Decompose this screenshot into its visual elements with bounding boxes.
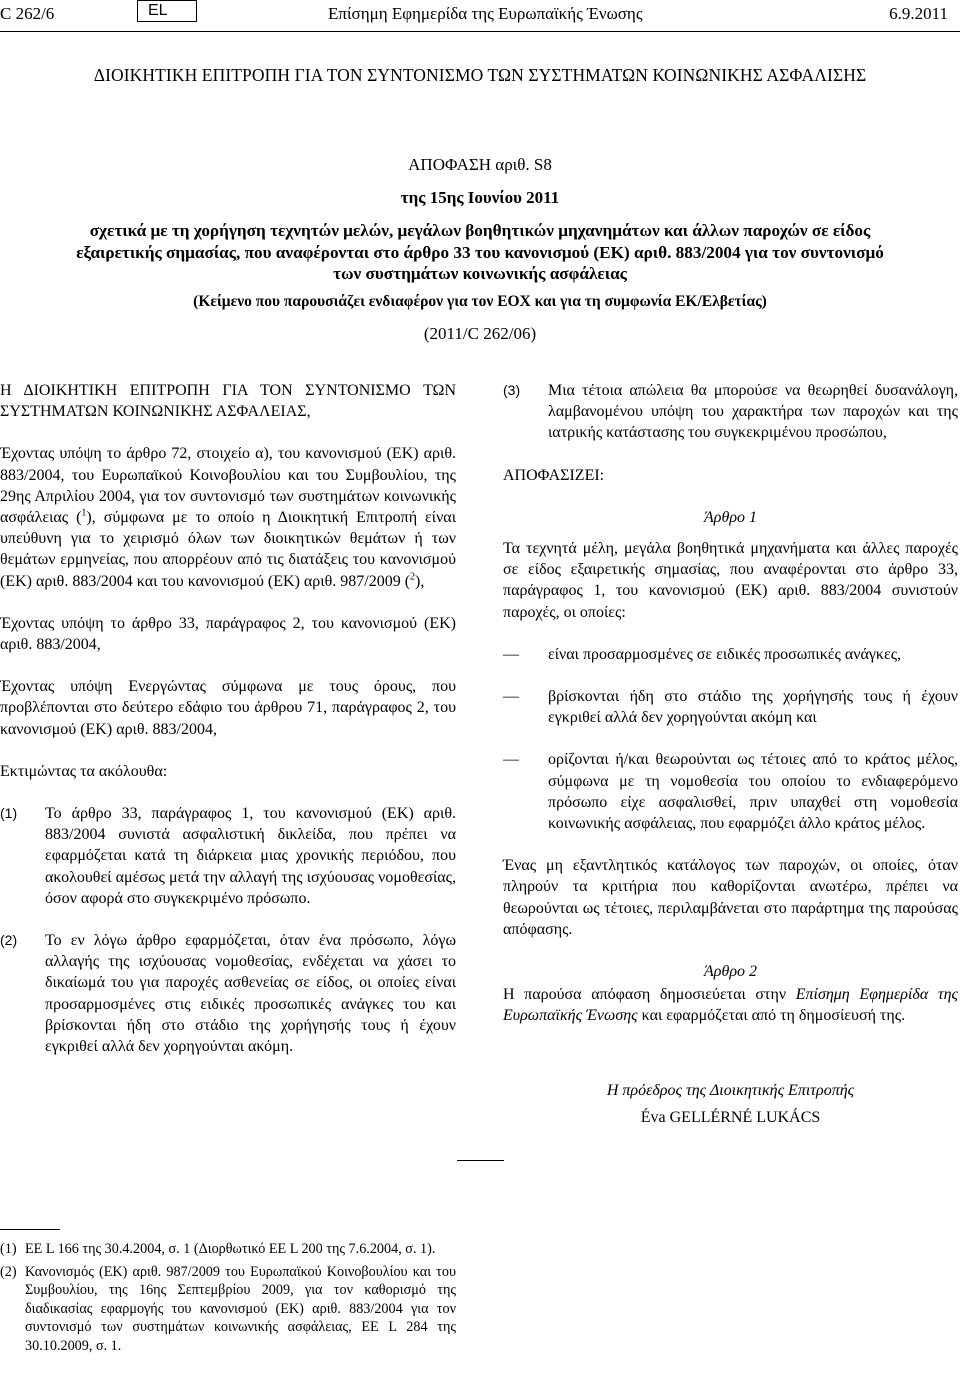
footnote-ref-1[interactable]: 1	[81, 507, 87, 519]
recital-2	[0, 930, 456, 1057]
article-2-text	[503, 984, 958, 1026]
footnote-number: (1)	[0, 1241, 17, 1257]
header-rule	[0, 31, 960, 32]
right-column	[503, 380, 958, 1128]
footnote-text: ΕΕ L 166 της 30.4.2004, σ. 1 (Διορθωτικό ΕΕ L 200 της 7.6.2004, σ. 1).	[25, 1241, 436, 1257]
dash-item-3	[503, 749, 958, 834]
recital-text: Μια τέτοια απώλεια θα μπορούσε να θεωρηθεί δυσανάλογη, λαμβανομένου υπόψη του χαρακτήρα των παροχών και της ιατρικής κατάστασης του συγκεκριμένου προσώπου,	[548, 382, 958, 442]
dash-item-2	[503, 686, 958, 728]
article-2-text-b: και εφαρμόζεται από τη δημοσίευσή της.	[637, 1007, 906, 1025]
citation-1	[0, 443, 456, 591]
article-2-title: Άρθρο 2	[704, 963, 757, 981]
language-badge: EL	[137, 0, 197, 22]
footnote-ref-2[interactable]: 2	[410, 571, 416, 583]
decides-heading: ΑΠΟΦΑΣΙΖΕΙ:	[503, 466, 605, 484]
signatory-title: Η πρόεδρος της Διοικητικής Επιτροπής	[606, 1081, 855, 1099]
citation-1-text-c: ),	[415, 572, 425, 590]
article-2-text-a: Η παρούσα απόφαση δημοσιεύεται στην	[503, 986, 796, 1004]
footnote-rule	[0, 1229, 60, 1230]
dash-item-1	[503, 644, 958, 665]
decision-date: της 15ης Ιουνίου 2011	[400, 188, 560, 207]
section-title: ΔΙΟΙΚΗΤΙΚΗ ΕΠΙΤΡΟΠΗ ΓΙΑ ΤΟΝ ΣΥΝΤΟΝΙΣΜΟ ΤΩΝ ΣΥΣΤΗΜΑΤΩΝ ΚΟΙΝΩΝΙΚΗΣ ΑΣΦΑΛΙΣΗΣ	[93, 65, 867, 85]
recital-number: (3)	[503, 382, 521, 398]
citation-3: Έχοντας υπόψη Ενεργώντας σύμφωνα με τους όρους, που προβλέπονται στο δεύτερο εδάφιο του άρθρου 71, παράγραφος 2, του κανονισμού (ΕΚ) αριθ. 883/2004,	[0, 678, 456, 738]
dash-mark: —	[503, 751, 519, 769]
recital-number: (2)	[0, 932, 18, 949]
citation-1-text-a: Έχοντας υπόψη το άρθρο 72, στοιχείο α), του κανονισμού (ΕΚ) αριθ. 883/2004, του Ευρωπαϊκού Κοινοβουλίου και του Συμβουλίου, της 29ης Απριλίου 2004, για τον συντονισμό των συστημάτων κοινωνικής ασφάλειας (	[0, 445, 456, 527]
article-1-title: Άρθρο 1	[704, 508, 757, 526]
preamble-intro: Η ΔΙΟΙΚΗΤΙΚΗ ΕΠΙΤΡΟΠΗ ΓΙΑ ΤΟΝ ΣΥΝΤΟΝΙΣΜΟ ΤΩΝ ΣΥΣΤΗΜΑΤΩΝ ΚΟΙΝΩΝΙΚΗΣ ΑΣΦΑΛΕΙΑΣ,	[0, 382, 456, 421]
whereas-heading: Εκτιμώντας τα ακόλουθα:	[0, 762, 168, 780]
footnote-text: Κανονισμός (ΕΚ) αριθ. 987/2009 του Ευρωπαϊκού Κοινοβουλίου και του Συμβουλίου, της 16ης Σεπτεμβρίου 2009, για τον καθορισμό της διαδικασίας εφαρμογής του κανονισμού (ΕΚ) αριθ. 883/2004 για τον συντονισμό των συστημάτων κοινωνικής ασφάλειας, ΕΕ L 284 της 30.10.2009, σ. 1.	[25, 1263, 456, 1354]
eea-relevance-note: (Κείμενο που παρουσιάζει ενδιαφέρον για τον ΕΟΧ και για τη συμφωνία ΕΚ/Ελβετίας)	[193, 293, 767, 310]
recital-number: (1)	[0, 805, 18, 822]
publication-date: 6.9.2011	[889, 4, 948, 23]
dash-mark: —	[503, 688, 519, 706]
article-1-text: Τα τεχνητά μέλη, μεγάλα βοηθητικά μηχανήματα και άλλες παροχές σε είδος εξαιρετικής σημασίας, που αναφέρονται στο άρθρο 33, παράγραφος 1, του κανονισμού (ΕΚ) αριθ. 883/2004 συνιστούν παροχές, οι οποίες:	[503, 540, 958, 621]
end-rule	[457, 1160, 504, 1161]
dash-mark: —	[503, 645, 519, 663]
recital-text: Το εν λόγω άρθρο εφαρμόζεται, όταν ένα πρόσωπο, λόγω αλλαγής της ισχύουσας νομοθεσίας, ενδέχεται να χάσει το δικαίωμά του για παροχές ασθενείας σε είδος, οι οποίες είναι προσαρμοσμένες στις ειδικές προσωπικές ανάγκες του και βρίσκονται ήδη στο στάδιο της χορήγησής τους ή έχουν εγκριθεί αλλά δεν χορηγούνται ακόμη.	[45, 932, 456, 1056]
citation-1-text-b: ), σύμφωνα με το οποίο η Διοικητική Επιτροπή είναι υπεύθυνη για το χειρισμό όλων των διοικητικών θεμάτων ή των θεμάτων ερμηνείας, που απορρέουν από τις διατάξεις του κανονισμού (ΕΚ) αριθ. 883/2004 και του κανονισμού (ΕΚ) αριθ. 987/2009 (	[0, 509, 456, 590]
footnote-number: (2)	[0, 1263, 17, 1280]
journal-title: Επίσημη Εφημερίδα της Ευρωπαϊκής Ένωσης	[328, 4, 643, 23]
decision-number: ΑΠΟΦΑΣΗ αριθ. S8	[408, 155, 552, 174]
footnote-1	[0, 1240, 456, 1259]
recital-text: Το άρθρο 33, παράγραφος 1, του κανονισμού (ΕΚ) αριθ. 883/2004 συνιστά ασφαλιστική δικλείδα, που πρέπει να εφαρμόζεται κατά τη διάρκεια μιας χρονικής περιόδου, που ακολουθεί αμέσως μετά την αλλαγή της ισχύουσας νομοθεσίας, όσον αφορά στο συγκεκριμένο πρόσωπο.	[45, 805, 456, 907]
citation-2: Έχοντας υπόψη το άρθρο 33, παράγραφος 2, του κανονισμού (ΕΚ) αριθ. 883/2004,	[0, 614, 456, 654]
oj-reference: (2011/C 262/06)	[423, 324, 537, 343]
journal-name: Επίσημη Εφημερίδα της Ευρωπαϊκής Ένωσης	[503, 986, 959, 1025]
page-reference: C 262/6	[0, 4, 55, 23]
decision-subject: σχετικά με τη χορήγηση τεχνητών μελών, μεγάλων βοηθητικών μηχανημάτων και άλλων παροχών σε είδος εξαιρετικής σημασίας, που αναφέρονται στο άρθρο 33 του κανονισμού (ΕΚ) αριθ. 883/2004 για τον συντονισμό των συστημάτων κοινωνικής ασφάλειας	[76, 221, 884, 283]
dash-item-text: ορίζονται ή/και θεωρούνται ως τέτοιες από το κράτος μέλος, σύμφωνα με τη νομοθεσία του οποίου το ενδιαφερόμενο πρόσωπο είχε ασφαλισθεί, πριν υπαχθεί στη νομοθεσία κοινωνικής ασφάλειας, που εφαρμόζει άλλο κράτος μέλος.	[548, 751, 958, 833]
article-1-closing: Ένας μη εξαντλητικός κατάλογος των παροχών, οι οποίες, όταν πληρούν τα κριτήρια που καθορίζονται ανωτέρω, πρέπει να θεωρούνται ως τέτοιες, περιλαμβάνεται στο παράρτημα της παρούσας απόφασης.	[503, 857, 958, 938]
recital-1	[0, 803, 456, 909]
dash-item-text: είναι προσαρμοσμένες σε ειδικές προσωπικές ανάγκες,	[548, 645, 902, 663]
signatory-name: Éva GELLÉRNÉ LUKÁCS	[640, 1108, 821, 1126]
left-column	[0, 380, 456, 1057]
dash-item-text: βρίσκονται ήδη στο στάδιο της χορήγησής τους ή έχουν εγκριθεί αλλά δεν χορηγούνται ακόμη και	[548, 688, 958, 727]
footnotes	[0, 1229, 456, 1359]
recital-3	[503, 380, 958, 444]
footnote-2	[0, 1263, 456, 1356]
